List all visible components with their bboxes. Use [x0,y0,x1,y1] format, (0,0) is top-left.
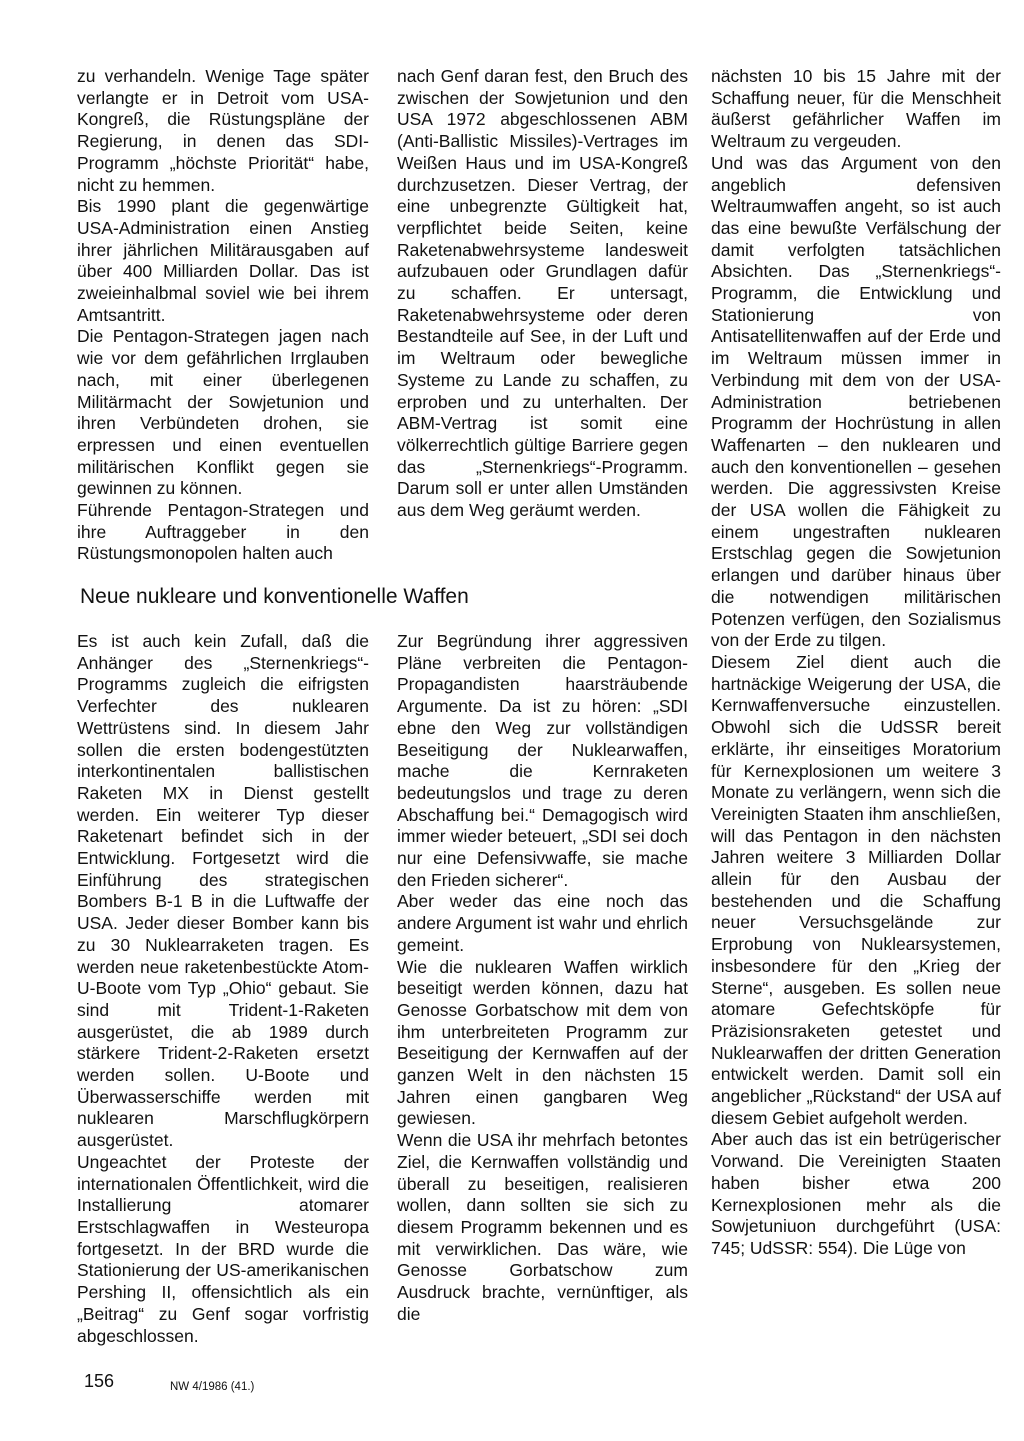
column-1-upper: zu verhandeln. Wenige Tage später verlangte er in Detroit vom USA-Kongreß, die Rüstungspläne der Regierung, in denen das SDI-Programm „höchste Priorität“ habe, nicht zu hemmen. Bis 1990 plant die gegenwärtige USA-Administration einen Anstieg ihrer jährlichen Militärausgaben auf über 400 Milliarden Dollar. Das ist zweieinhalbmal soviel wie bei ihrem Amtsantritt. Die Pentagon-Strategen jagen nach wie vor dem gefährlichen Irrglauben nach, mit einer überlegenen Militärmacht der Sowjetunion und ihren Verbündeten drohen, sie erpressen und einen eventuellen militärischen Konflikt gegen sie gewinnen zu können. Führende Pentagon-Strategen und ihre Auftraggeber in den Rüstungsmonopolen halten auch [77,66,369,564]
column-2-upper: nach Genf daran fest, den Bruch des zwischen der Sowjetunion und den USA 1972 abgeschlossenen ABM (Anti-Ballistic Missiles)-Vertrages im Weißen Haus und im USA-Kongreß durchzusetzen. Dieser Vertrag, der eine unbegrenzte Gültigkeit hat, verpflichtet beide Seiten, keine Raketenabwehrsysteme landesweit aufzubauen oder Grundlagen dafür zu schaffen. Er untersagt, Raketenabwehrsysteme oder deren Bestandteile auf See, in der Luft und im Weltraum oder bewegliche Systeme zu Lande zu schaffen, zu erproben und zu unterhalten. Der ABM-Vertrag ist somit eine völkerrechtlich gültige Barriere gegen das „Sternenkriegs“-Programm. Darum soll er unter allen Umständen aus dem Weg geräumt werden. [397,66,688,521]
journal-reference: NW 4/1986 (41.) [170,1381,255,1393]
column-3: nächsten 10 bis 15 Jahre mit der Schaffung neuer, für die Menschheit äußerst gefährlicher Waffen im Weltraum zu vergeuden. Und was das Argument von den angeblich defensiven Weltraumwaffen angeht, so ist auch das eine bewußte Verfälschung der damit verfolgten tatsächlichen Absichten. Das „Sternenkriegs“-Programm, die Entwicklung und Stationierung von Antisatellitenwaffen auf der Erde und im Weltraum müssen immer in Verbindung mit dem von der USA-Administration betriebenen Programm der Hochrüstung in allen Waffenarten – den nuklearen und auch den konventionellen – gesehen werden. Die aggressivsten Kreise der USA wollen die Fähigkeit zu einem ungestraften nuklearen Erstschlag gegen die Sowjetunion erlangen und darüber hinaus über die notwendigen militärischen Potenzen verfügen, den Sozialismus von der Erde zu tilgen. Diesem Ziel dient auch die hartnäckige Weigerung der USA, die Kernwaffenversuche einzustellen. Obwohl sich die UdSSR bereit erklärte, ihr einseitiges Moratorium für Kernexplosionen um weitere 3 Monate zu verlängern, wenn sich die Vereinigten Staaten ihm anschließen, will das Pentagon in den nächsten Jahren weitere 3 Milliarden Dollar allein für den Ausbau der bestehenden und die Schaffung neuer Versuchsgelände zur Erprobung von Nuklearsystemen, insbesondere für den „Krieg der Sterne“, ausgeben. Es sollen neue atomare Gefechtsköpfe für Präzisionsraketen getestet und Nuklearwaffen der dritten Generation entwickelt werden. Damit soll ein angeblicher „Rückstand“ der USA auf diesem Gebiet aufgeholt werden. Aber auch das ist ein betrügerischer Vorwand. Die Vereinigten Staaten haben bisher etwa 200 Kernexplosionen mehr als die Sowjetuniuon durchgeführt (USA: 745; UdSSR: 554). Die Lüge von [711,66,1001,1258]
page-number: 156 [84,1371,115,1391]
section-heading: Neue nukleare und konventionelle Waffen [80,585,469,608]
column-1-lower: Es ist auch kein Zufall, daß die Anhänger des „Sternenkriegs“-Programms zugleich die eifrigsten Verfechter des nuklearen Wettrüstens sind. In diesem Jahr sollen die ersten bodengestützten interkontinentalen ballistischen Raketen MX in Dienst gestellt werden. Ein weiterer Typ dieser Raketenart befindet sich in der Entwicklung. Fortgesetzt wird die Einführung des strategischen Bombers B-1 B in die Luftwaffe der USA. Jeder dieser Bomber kann bis zu 30 Nuklearraketen tragen. Es werden neue raketenbestückte Atom-U-Boote vom Typ „Ohio“ gebaut. Sie sind mit Trident-1-Raketen ausgerüstet, die ab 1989 durch stärkere Trident-2-Raketen ersetzt werden sollen. U-Boote und Überwasserschiffe werden mit nuklearen Marschflugkörpern ausgerüstet. Ungeachtet der Proteste der internationalen Öffentlichkeit, wird die Installierung atomarer Erstschlagwaffen in Westeuropa fortgesetzt. In der BRD wurde die Stationierung der US-amerikanischen Pershing II, offensichtlich als ein „Beitrag“ zu Genf sogar vorfristig abgeschlossen. [77,631,369,1346]
column-2-lower: Zur Begründung ihrer aggressiven Pläne verbreiten die Pentagon-Propagandisten haarsträubende Argumente. Da ist zu hören: „SDI ebne den Weg zur vollständigen Beseitigung der Nuklearwaffen, mache die Kernraketen bedeutungslos und trage zu deren Abschaffung bei.“ Demagogisch wird immer wieder beteuert, „SDI sei doch nur eine Defensivwaffe, sie mache den Frieden sicherer“. Aber weder das eine noch das andere Argument ist wahr und ehrlich gemeint. Wie die nuklearen Waffen wirklich beseitigt werden können, dazu hat Genosse Gorbatschow mit dem von ihm unterbreiteten Programm zur Beseitigung der Kernwaffen auf der ganzen Welt in den nächsten 15 Jahren einen gangbaren Weg gewiesen. Wenn die USA ihr mehrfach betontes Ziel, die Kernwaffen vollständig und überall zu beseitigen, realisieren wollen, dann sollten sie sich zu diesem Programm bekennen und es mit verwirklichen. Das wäre, wie Genosse Gorbatschow zum Ausdruck brachte, vernünftiger, als die [397,631,688,1324]
